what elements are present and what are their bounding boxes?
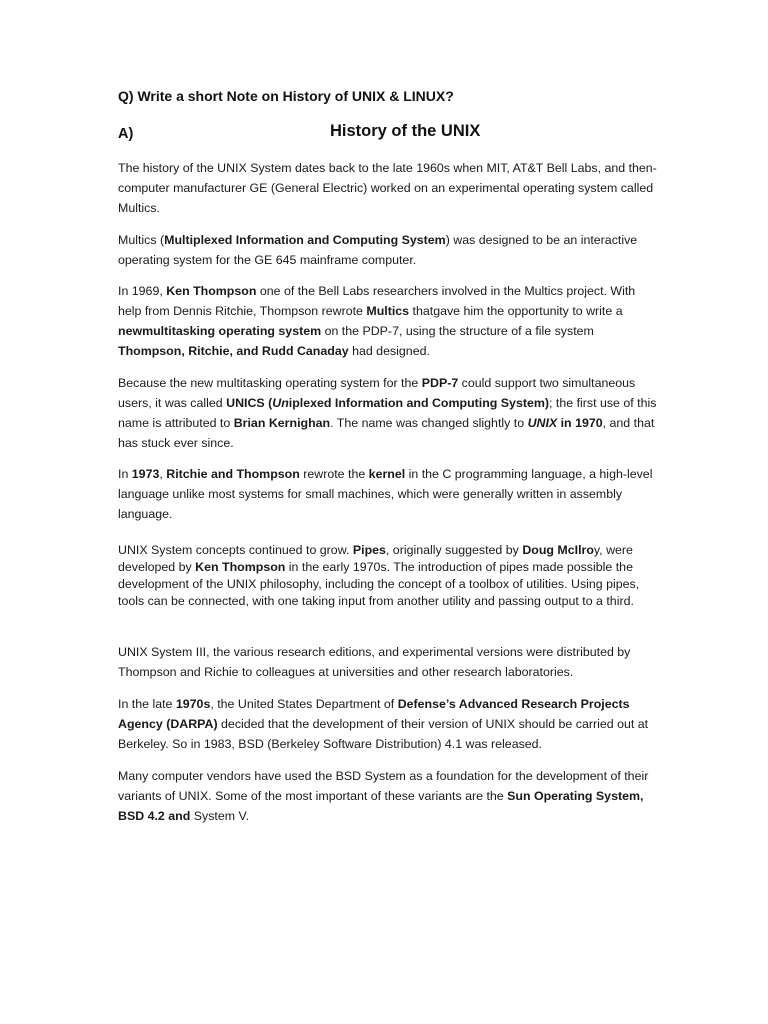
text-run: had designed. [348, 344, 430, 358]
bold-term [528, 416, 603, 430]
text-run: In the late [118, 697, 176, 711]
bold-term: Defense’s Advanced Research Projects Agency (DARPA) [118, 697, 630, 731]
bold-term: Ritchie and Thompson [166, 467, 300, 481]
bold-term: Pipes [352, 543, 386, 557]
text-run: Because the new multitasking operating system for the [118, 376, 422, 390]
paragraph-thompson-1969 [118, 281, 658, 361]
bold-term: Multics [366, 304, 410, 318]
bold-term: newmultitasking operating system [118, 324, 322, 338]
paragraph-multics [118, 230, 658, 270]
text-run: UNICS ( [226, 396, 273, 410]
bold-term [226, 396, 549, 410]
text-run: In 1969, [118, 284, 167, 298]
text-run: Multics ( [118, 233, 165, 247]
text-run: thatgave him the opportunity to write a [409, 304, 623, 318]
bold-term: Multiplexed Information and Computing System [164, 233, 446, 247]
text-run: , and that has stuck ever since. [118, 416, 655, 450]
bold-term: kernel [368, 467, 406, 481]
text-run: one of the Bell Labs researchers involved in the Multics project. With help from Dennis Ritchie, Thompson rewrote [118, 284, 636, 318]
text-run: in the C programming language, a high-level language unlike most systems for small machines, which were generally written in assembly language. [118, 467, 653, 521]
paragraph-pipes [118, 542, 658, 610]
text-run: in the early 1970s. The introduction of pipes made possible the development of the UNIX philosophy, including the concept of a toolbox of utilities. Using pipes, tools can be connected, with one taking input from another utility and passing output to a third. [118, 560, 640, 608]
paragraph-bsd-variants [118, 766, 658, 826]
bold-term: Ken Thompson [195, 560, 286, 574]
text-run: , originally suggested by [385, 543, 523, 557]
paragraph-text: UNIX System III, the various research editions, and experimental versions were distributed by Thompson and Richie to colleagues at universities and other research laboratories. [118, 645, 631, 679]
text-run: UNIX System concepts continued to grow. [118, 543, 353, 557]
paragraph-system-iii [118, 642, 658, 682]
text-run: ) was designed to be an interactive operating system for the GE 645 mainframe computer. [118, 233, 638, 267]
text-run: Many computer vendors have used the BSD System as a foundation for the development of their variants of UNIX. Some of the most important of these variants are the [118, 769, 649, 803]
bold-term: PDP-7 [421, 376, 459, 390]
answer-label: A) [118, 126, 134, 142]
question-heading: Q) Write a short Note on History of UNIX & LINUX? [118, 88, 454, 104]
text-run: iplexed Information and Computing System) [288, 396, 550, 410]
text-run: , the United States Department of [210, 697, 398, 711]
text-run: In [118, 467, 132, 481]
paragraph-darpa [118, 694, 658, 754]
italic-term: Un [272, 396, 289, 410]
text-run: ; the first use of this name is attributed to [118, 396, 657, 430]
text-run: System V. [190, 809, 250, 823]
text-run: on the PDP-7, using the structure of a file system [321, 324, 594, 338]
text-run: , [159, 467, 167, 481]
text-run: in 1970 [557, 416, 603, 430]
paragraph-text: The history of the UNIX System dates back to the late 1960s when MIT, AT&T Bell Labs, and then-computer manufacturer GE (General Electric) worked on an experimental operating system called Multics. [118, 161, 657, 215]
paragraph-c-rewrite [118, 464, 658, 524]
bold-term: Brian Kernighan [233, 416, 331, 430]
paragraph-unics-name [118, 373, 658, 453]
text-run: rewrote the [299, 467, 369, 481]
text-run: . The name was changed slightly to [330, 416, 528, 430]
bold-term: 1973 [131, 467, 160, 481]
italic-term: UNIX [527, 416, 558, 430]
paragraph-origins [118, 158, 658, 218]
text-run: decided that the development of their version of UNIX should be carried out at Berkeley. So in 1983, BSD (Berkeley Software Distribution) 4.1 was released. [118, 717, 649, 751]
bold-term: 1970s [175, 697, 211, 711]
text-run: y, were developed by [118, 543, 633, 574]
bold-term: Doug McIlro [522, 543, 594, 557]
bold-term: Ken Thompson [166, 284, 257, 298]
text-run: could support two simultaneous users, it was called [118, 376, 636, 410]
page-title: History of the UNIX [330, 122, 481, 140]
bold-term: Sun Operating System, BSD 4.2 and [118, 789, 644, 823]
bold-term: Thompson, Ritchie, and Rudd Canaday [118, 344, 349, 358]
